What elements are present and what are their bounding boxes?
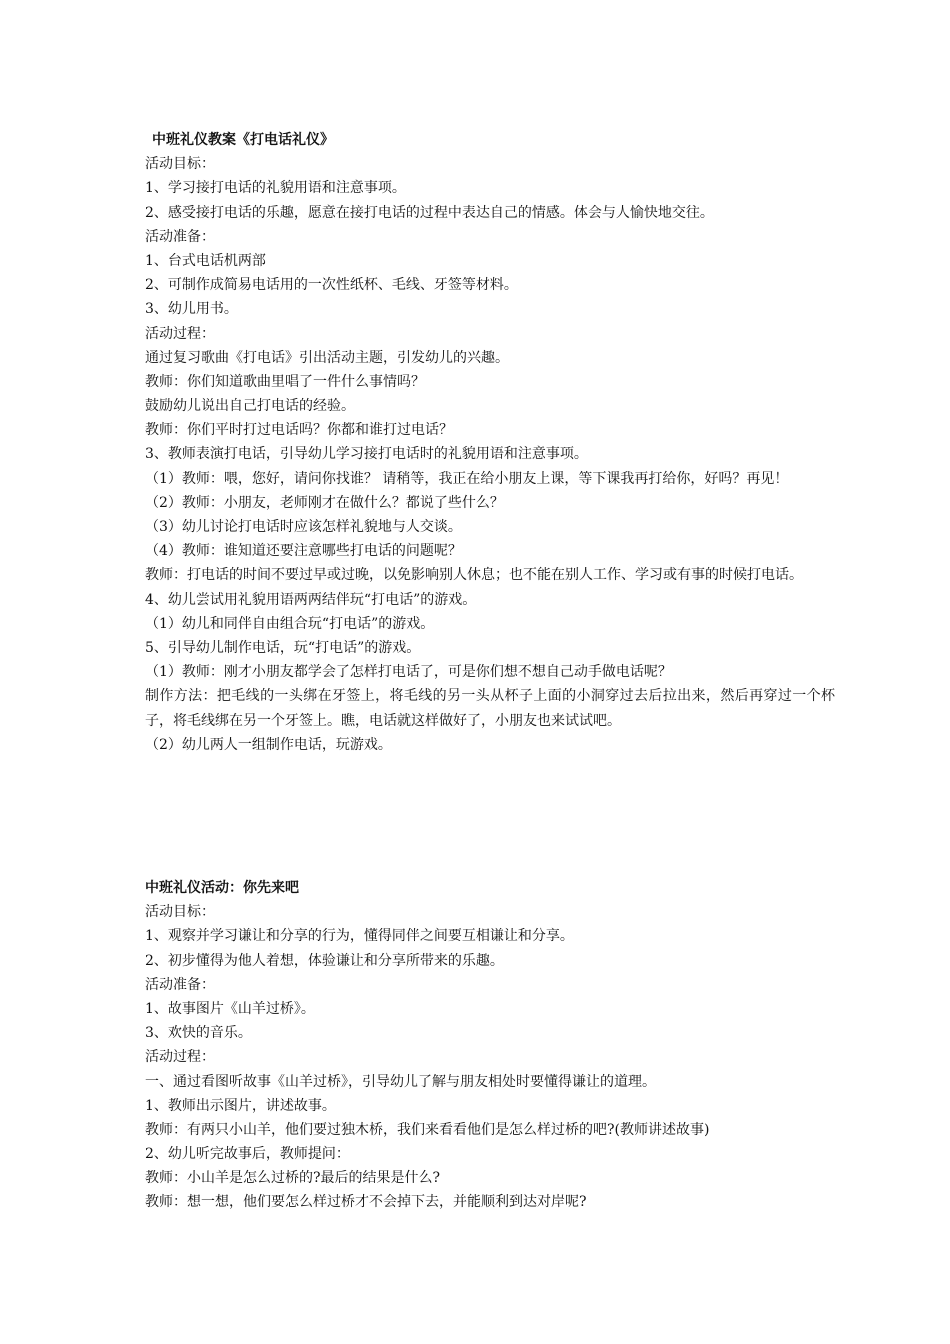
heading-goals: 活动目标： (145, 904, 215, 921)
process-step: （2）幼儿两人一组制作电话，玩游戏。 (145, 736, 392, 753)
preparation-item: 1、台式电话机两部 (145, 252, 266, 269)
process-step: 教师：有两只小山羊，他们要过独木桥，我们来看看他们是怎么样过桥的吧?(教师讲述故事) (145, 1121, 710, 1138)
lesson-title: 中班礼仪活动：你先来吧 (145, 880, 299, 896)
lesson-phone-etiquette (145, 128, 835, 757)
process-step: （3）幼儿讨论打电话时应该怎样礼貌地与人交谈。 (145, 519, 462, 536)
process-step: 教师：小山羊是怎么过桥的?最后的结果是什么? (145, 1170, 441, 1187)
process-step: （4）教师：谁知道还要注意哪些打电话的问题呢？ (145, 543, 462, 560)
preparation-item: 2、可制作成简易电话用的一次性纸杯、毛线、牙签等材料。 (145, 277, 518, 294)
process-step: 制作方法：把毛线的一头绑在牙签上，将毛线的另一头从杯子上面的小洞穿过去后拉出来，然后再穿过一个杯子，将毛线绑在另一个牙签上。瞧，电话就这样做好了，小朋友也来试试吧。 (145, 688, 835, 729)
goal-item: 1、学习接打电话的礼貌用语和注意事项。 (145, 180, 406, 197)
process-step: （1）教师：刚才小朋友都学会了怎样打电话了，可是你们想不想自己动手做电话呢？ (145, 664, 672, 681)
heading-process: 活动过程： (145, 325, 215, 342)
preparation-item: 1、故事图片《山羊过桥》。 (145, 1000, 315, 1017)
process-step: 通过复习歌曲《打电话》引出活动主题，引发幼儿的兴趣。 (145, 349, 509, 366)
process-step: （1）教师：喂，您好，请问你找谁？ 请稍等，我正在给小朋友上课，等下课我再打给你，好吗？再见！ (145, 470, 789, 487)
heading-preparation: 活动准备： (145, 976, 215, 993)
process-step: 教师：你们平时打过电话吗？你都和谁打过电话？ (145, 422, 453, 439)
heading-preparation: 活动准备： (145, 228, 215, 245)
lesson-title: 中班礼仪教案《打电话礼仪》 (152, 132, 334, 148)
process-step: 5、引导幼儿制作电话，玩“打电话”的游戏。 (145, 639, 421, 656)
process-step: 一、通过看图听故事《山羊过桥》，引导幼儿了解与朋友相处时要懂得谦让的道理。 (145, 1073, 656, 1090)
process-step: 教师：想一想，他们要怎么样过桥才不会掉下去，并能顺利到达对岸呢? (145, 1194, 587, 1211)
process-step: 1、教师出示图片，讲述故事。 (145, 1097, 336, 1114)
process-step: 教师：打电话的时间不要过早或过晚，以免影响别人休息；也不能在别人工作、学习或有事的时候打电话。 (145, 567, 803, 584)
process-step: （1）幼儿和同伴自由组合玩“打电话”的游戏。 (145, 615, 435, 632)
preparation-item: 3、幼儿用书。 (145, 301, 238, 318)
process-step: 鼓励幼儿说出自己打电话的经验。 (145, 398, 355, 415)
process-step: 4、幼儿尝试用礼貌用语两两结伴玩“打电话”的游戏。 (145, 591, 477, 608)
process-step: 2、幼儿听完故事后，教师提问： (145, 1146, 350, 1163)
process-step: （2）教师：小朋友，老师刚才在做什么？都说了些什么？ (145, 494, 504, 511)
lesson-you-go-first (145, 876, 835, 1215)
process-step: 3、教师表演打电话，引导幼儿学习接打电话时的礼貌用语和注意事项。 (145, 446, 588, 463)
heading-process: 活动过程： (145, 1049, 215, 1066)
preparation-item: 3、欢快的音乐。 (145, 1025, 252, 1042)
goal-item: 2、初步懂得为他人着想，体验谦让和分享所带来的乐趣。 (145, 952, 504, 969)
process-step: 教师：你们知道歌曲里唱了一件什么事情吗？ (145, 373, 425, 390)
goal-item: 1、观察并学习谦让和分享的行为，懂得同伴之间要互相谦让和分享。 (145, 928, 574, 945)
goal-item: 2、感受接打电话的乐趣，愿意在接打电话的过程中表达自己的情感。体会与人愉快地交往。 (145, 204, 714, 221)
heading-goals: 活动目标： (145, 156, 215, 173)
